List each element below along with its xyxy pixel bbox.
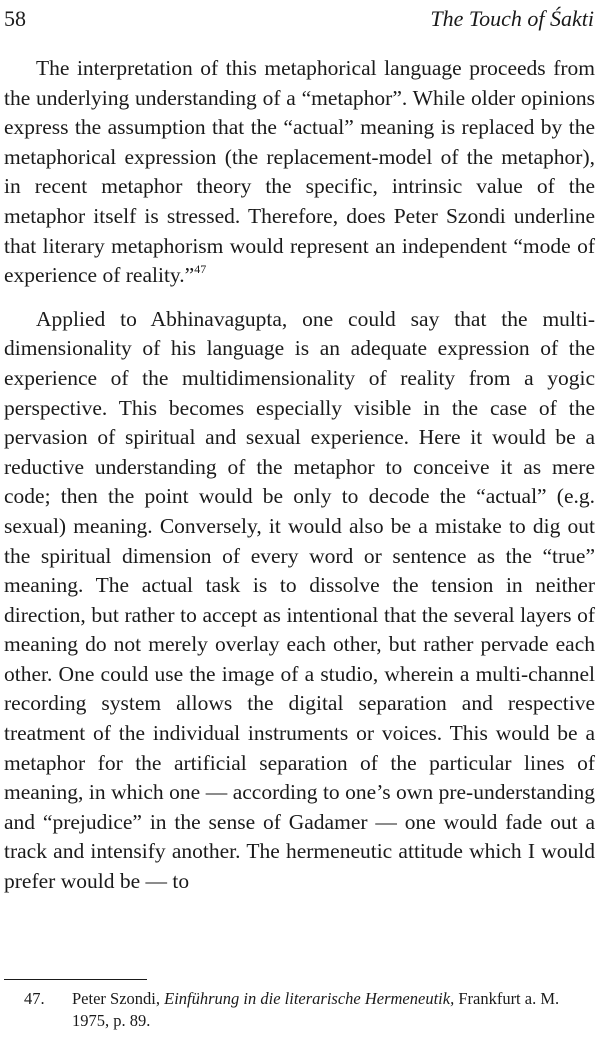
running-head <box>4 4 594 34</box>
running-title: The Touch of Śakti <box>430 6 594 31</box>
paragraph-text: Applied to Abhinavagupta, one could say that the multi-dimensionality of his language is an adequate expression of the experience of the multidimensionality of reality from a yogic perspective. This becomes especially visible in the case of the pervasion of spiritual and sexual experience. Here it would be a reductive understanding of the metaphor to conceive it as mere code; then the point would be only to decode the “actual” (e.g. sexual) meaning. Conversely, it would also be a mistake to dig out the spiritual dimension of every word or sentence as the “true” meaning. The actual task is to dissolve the tension in neither direction, but rather to accept as intentional that the several layers of meaning do not merely overlay each other, but rather pervade each other. One could use the image of a studio, wherein a multi-channel recording system allows the digital separation and respective treatment of the individual instruments or voices. This would be a metaphor for the artificial separation of the particular lines of meaning, in which one — according to one’s own pre-understanding and “prejudice” in the sense of Gadamer — one would fade out a track and intensify another. The hermeneutic attitude which I would prefer would be — to <box>4 306 595 894</box>
footnote-divider <box>4 979 147 980</box>
paragraph <box>4 305 595 897</box>
paragraph <box>4 54 595 291</box>
paragraph-text: The interpretation of this metaphorical language proceeds from the underlying understanding of a “metaphor”. While older opinions express the assumption that the “actual” meaning is replaced by the metaphorical expression (the replacement-model of the metaphor), in recent metaphor theory the specific, intrinsic value of the metaphor itself is stressed. Therefore, does Peter Szondi underline that literary metaphorism would represent an independent “mode of experience of reality.” <box>4 56 595 288</box>
footnote-details: Frankfurt a. M. 1975, p. 89. <box>72 989 560 1030</box>
footnote-reference: 47 <box>194 262 207 277</box>
footnote-number: 47. <box>24 989 45 1008</box>
footnote-text <box>72 988 595 1032</box>
footnote-book-title: Einführung in die literarische Hermeneutik, <box>164 989 455 1008</box>
page-number: 58 <box>4 6 26 31</box>
footnote-author: Peter Szondi, <box>72 989 160 1008</box>
body-text <box>4 54 595 897</box>
footnote <box>4 988 595 1032</box>
